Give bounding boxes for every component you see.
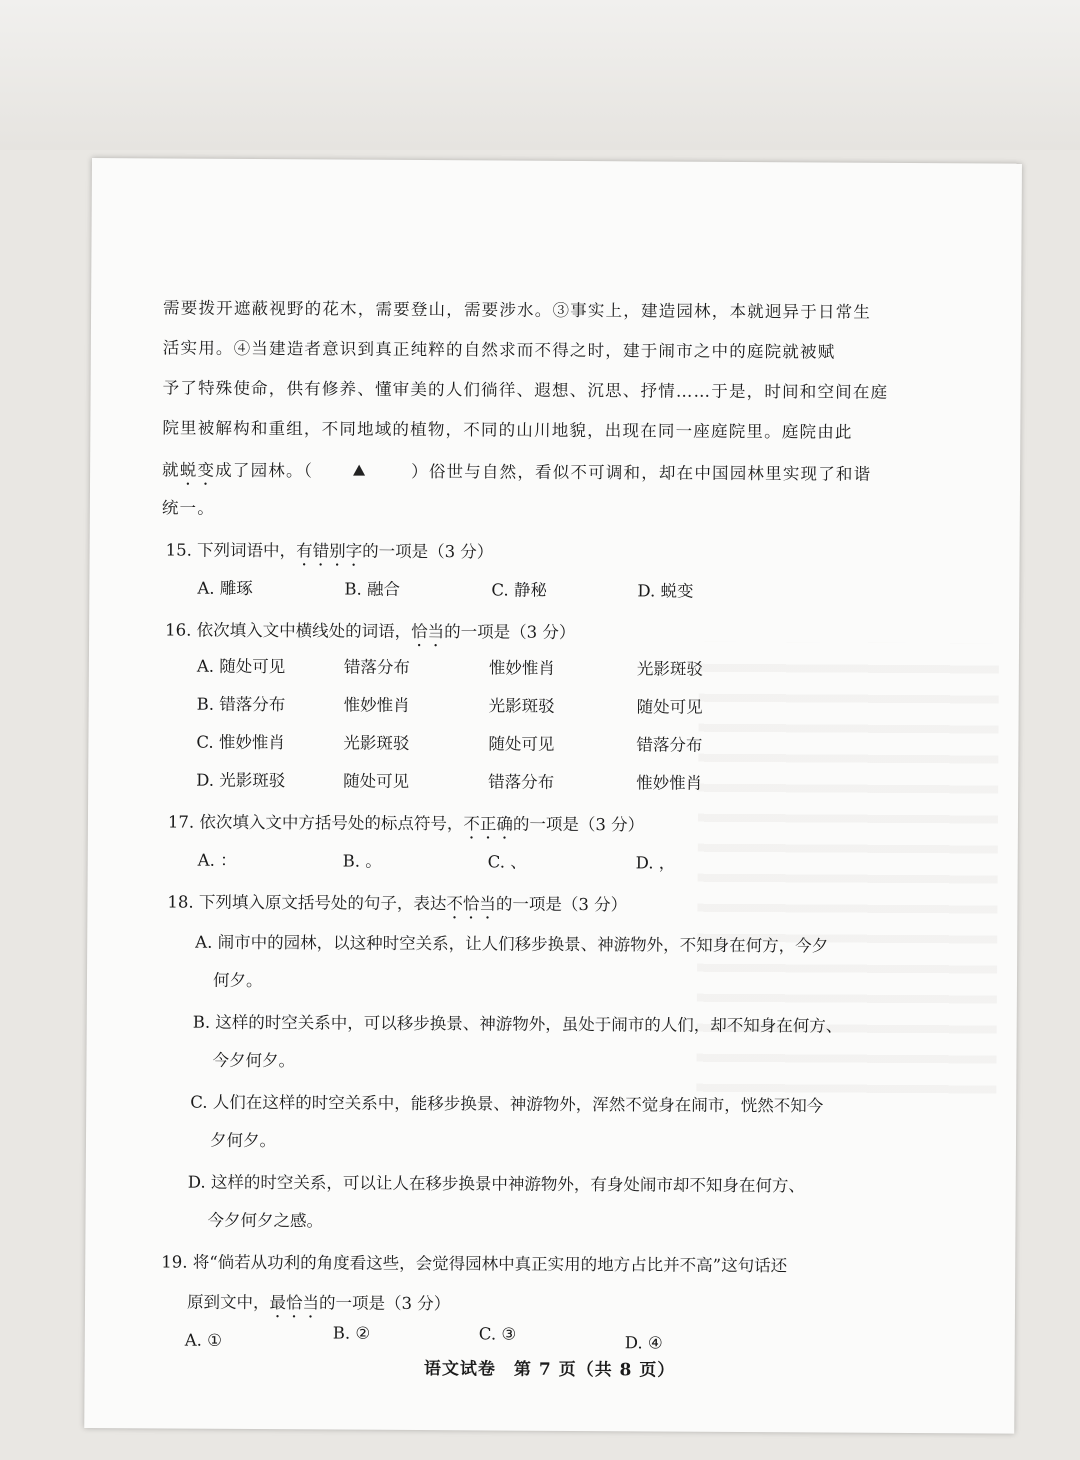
emphasized-word: 不恰当 — [446, 894, 497, 914]
q15-option-d: D. 蜕变 — [637, 581, 694, 601]
q18-option-b-line2: 今夕何夕。 — [212, 1050, 296, 1071]
exam-page — [84, 158, 1022, 1434]
q15-option-c: C. 静秘 — [491, 580, 547, 600]
question-15 — [165, 540, 493, 570]
q15-option-a: A. 雕琢 — [197, 578, 253, 598]
passage-line-5 — [162, 460, 871, 492]
q19-option-c: C. ③ — [478, 1324, 517, 1344]
q17-option-a: A. ： — [197, 850, 237, 870]
q18-option-c-line2: 夕何夕。 — [209, 1130, 277, 1151]
q16-a-col2: 错落分布 — [343, 657, 410, 677]
q17-option-b: B. 。 — [342, 851, 382, 871]
q18-option-d-line1: D. 这样的时空关系，可以让人在移步换景中神游物外，有身处闹市却不知身在何方、 — [187, 1172, 805, 1196]
page-footer: 语文试卷 第 7 页（共 8 页） — [423, 1359, 676, 1381]
question-text: 的一项是（3 分） — [362, 541, 494, 562]
q16-d-col2: 随处可见 — [343, 771, 410, 791]
question-16 — [165, 620, 575, 651]
passage-text: 成了园林。（ — [215, 460, 314, 481]
question-text: 的一项是（3 分） — [512, 814, 645, 835]
emphasized-word: 恰当 — [411, 621, 445, 642]
q18-option-a-line1: A. 闹市中的园林，以这种时空关系，让人们移步换景、神游物外，不知身在何方，今夕 — [195, 932, 829, 956]
question-text: 17. 依次填入文中方括号处的标点符号， — [167, 812, 464, 834]
q16-c-col4: 错落分布 — [636, 735, 703, 755]
q16-d-col4: 惟妙惟肖 — [636, 773, 703, 793]
q19-option-a: A. ① — [184, 1330, 223, 1350]
question-text: 的一项是（3 分） — [318, 1293, 451, 1314]
q16-d-col3: 错落分布 — [488, 772, 555, 792]
q16-c-col2: 光影斑驳 — [343, 733, 410, 753]
q19-option-d: D. ④ — [624, 1333, 663, 1353]
q16-b-col3: 光影斑驳 — [488, 696, 555, 716]
q16-b-col4: 随处可见 — [636, 697, 703, 717]
q16-a-col3: 惟妙惟肖 — [488, 658, 555, 678]
emphasized-word: 最恰当 — [269, 1293, 320, 1313]
q16-a-col1: A. 随处可见 — [196, 656, 286, 677]
q18-option-c-line1: C. 人们在这样的时空关系中，能移步换景、神游物外，浑然不觉身在闹市，恍然不知今 — [190, 1092, 824, 1116]
passage-line-2: 活实用。④当建造者意识到真正纯粹的自然求而不得之时，建于闹市之中的庭院就被赋 — [162, 338, 836, 362]
passage-line-6: 统一。 — [161, 498, 216, 518]
passage-text: ）俗世与自然，看似不可调和，却在中国园林里实现了和谐 — [411, 461, 872, 484]
question-text: 的一项是（3 分） — [495, 894, 628, 915]
question-17 — [168, 812, 644, 843]
question-18 — [167, 892, 627, 923]
question-text: 16. 依次填入文中横线处的词语， — [165, 620, 412, 641]
q16-c-col3: 随处可见 — [488, 734, 555, 754]
q19-option-b: B. ② — [332, 1323, 371, 1343]
passage-line-1: 需要拨开遮蔽视野的花木，需要登山，需要涉水。③事实上，建造园林，本就迥异于日常生 — [163, 298, 872, 322]
q17-option-c: C. 、 — [487, 852, 527, 872]
q18-option-d-line2: 今夕何夕之感。 — [207, 1210, 324, 1231]
emphasized-word: 不正确 — [463, 814, 513, 834]
emphasized-word: 蜕变 — [179, 460, 216, 480]
q16-b-col2: 惟妙惟肖 — [343, 695, 410, 715]
background-sheet — [0, 0, 1080, 150]
question-text: 的一项是（3 分） — [444, 622, 576, 642]
question-19-line2 — [187, 1293, 450, 1323]
q15-option-b: B. 融合 — [344, 579, 401, 599]
passage-text: 就 — [162, 460, 180, 480]
blank-triangle-icon — [353, 465, 365, 476]
q16-a-col4: 光影斑驳 — [636, 659, 703, 679]
question-19-line1: 19. 将“倘若从功利的角度看这些，会觉得园林中真正实用的地方占比并不高”这句话还 — [161, 1252, 788, 1276]
emphasized-word: 有错别字 — [296, 541, 363, 561]
q16-b-col1: B. 错落分布 — [196, 694, 286, 715]
q16-c-col1: C. 惟妙惟肖 — [196, 732, 286, 753]
question-text: 15. 下列词语中， — [165, 540, 297, 561]
q16-d-col1: D. 光影斑驳 — [196, 770, 286, 791]
q17-option-d: D. ， — [635, 853, 676, 873]
q18-option-a-line2: 何夕。 — [212, 970, 263, 991]
passage-line-4: 院里被解构和重组，不同地域的植物，不同的山川地貌，出现在同一座庭院里。庭院由此 — [162, 418, 853, 442]
question-text: 18. 下列填入原文括号处的句子，表达 — [167, 892, 447, 914]
q18-option-b-line1: B. 这样的时空关系中，可以移步换景、神游物外，虽处于闹市的人们，却不知身在何方、 — [192, 1012, 843, 1036]
question-text: 原到文中， — [186, 1292, 270, 1313]
passage-line-3: 予了特殊使命，供有修养、懂审美的人们徜徉、遐想、沉思、抒情……于是，时间和空间在庭 — [162, 378, 889, 402]
show-through-text — [696, 642, 999, 1114]
